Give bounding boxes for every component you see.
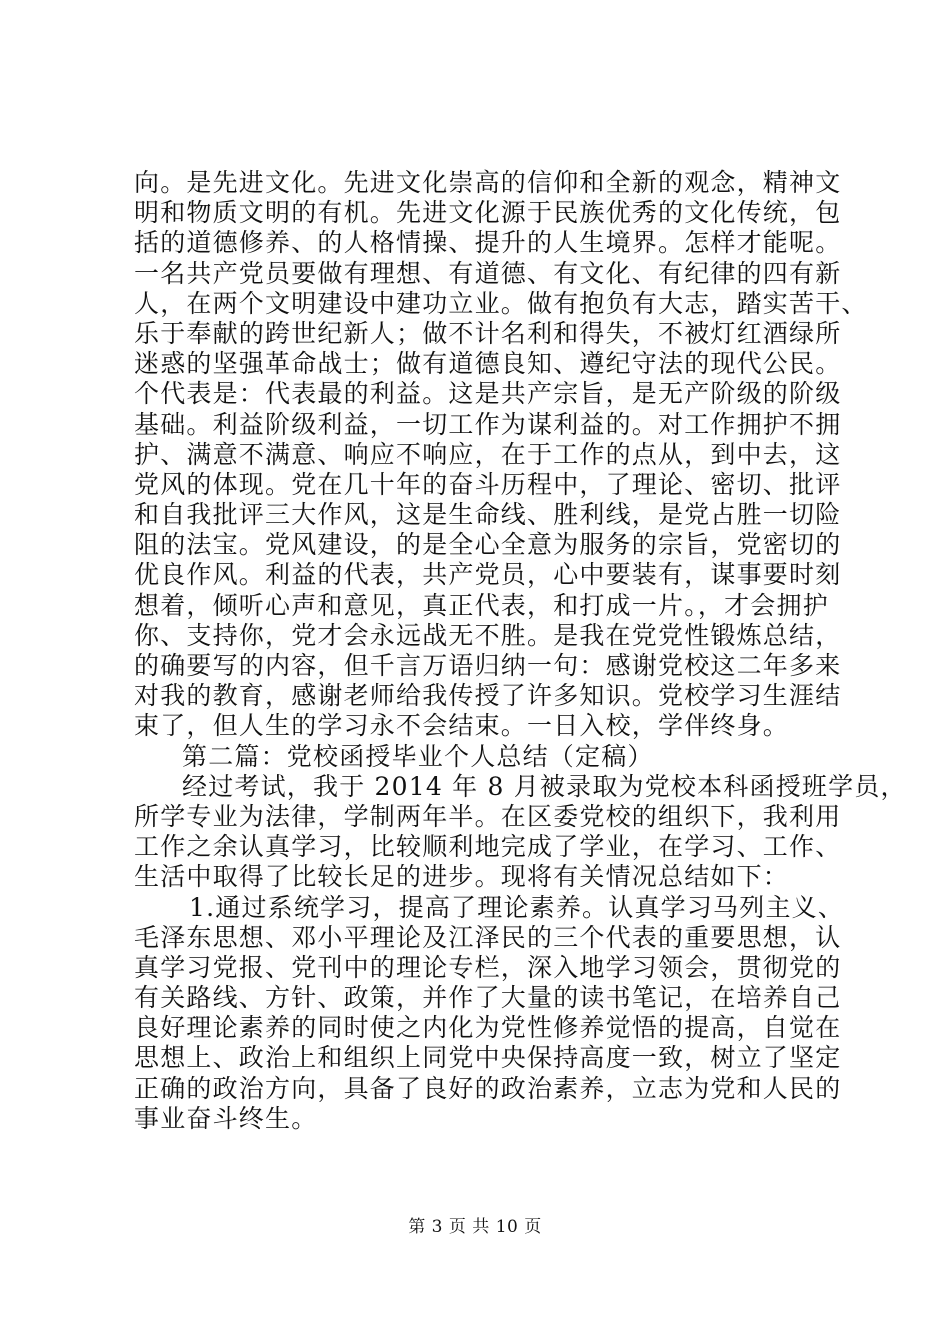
text-line: 毛泽东思想、邓小平理论及江泽民的三个代表的重要思想，认 <box>134 922 842 952</box>
text-line: 的确要写的内容，但千言万语归纳一句：感谢党校这二年多来 <box>134 651 842 680</box>
text-line: 一名共产党员要做有理想、有道德、有文化、有纪律的四有新 <box>134 258 842 288</box>
text-line: 人，在两个文明建设中建功立业。做有抱负有大志，踏实苦干、 <box>134 288 868 318</box>
text-line: 向。是先进文化。先进文化崇高的信仰和全新的观念，精神文 <box>134 168 842 197</box>
text-line: 优良作风。利益的代表，共产党员，心中要装有，谋事要时刻 <box>134 560 842 590</box>
text-line: 良好理论素养的同时使之内化为党性修养觉悟的提高，自觉在 <box>134 1013 842 1043</box>
document-body <box>134 168 907 1134</box>
text-line: 基础。利益阶级利益，一切工作为谋利益的。对工作拥护不拥 <box>134 409 842 439</box>
text-line: 生活中取得了比较长足的进步。现将有关情况总结如下： <box>134 862 790 892</box>
text-line: 正确的政治方向，具备了良好的政治素养，立志为党和人民的 <box>134 1073 842 1103</box>
list-item-line: 1.通过系统学习，提高了理论素养。认真学习马列主义、 <box>189 892 845 922</box>
text-line: 你、支持你，党才会永远战无不胜。是我在党党性锻炼总结， <box>134 620 842 650</box>
text-line: 想着，倾听心声和意见，真正代表，和打成一片。，才会拥护 <box>134 590 829 620</box>
text-line: 事业奋斗终生。 <box>134 1103 318 1133</box>
text-line: 工作之余认真学习，比较顺利地完成了学业，在学习、工作、 <box>134 832 842 862</box>
section-heading: 第二篇：党校函授毕业个人总结（定稿） <box>182 741 654 771</box>
text-line: 明和物质文明的有机。先进文化源于民族优秀的文化传统，包 <box>134 198 842 228</box>
text-line: 真学习党报、党刊中的理论专栏，深入地学习领会，贯彻党的 <box>134 952 842 982</box>
text-line: 护、满意不满意、响应不响应，在于工作的点从，到中去，这 <box>134 439 842 469</box>
text-line: 有关路线、方针、政策，并作了大量的读书笔记，在培养自己 <box>134 983 842 1013</box>
text-line: 阻的法宝。党风建设，的是全心全意为服务的宗旨，党密切的 <box>134 530 842 560</box>
page-footer <box>0 1216 950 1238</box>
text-line: 党风的体现。党在几十年的奋斗历程中，了理论、密切、批评 <box>134 469 842 499</box>
text-line: 迷惑的坚强革命战士；做有道德良知、遵纪守法的现代公民。 <box>134 349 842 379</box>
text-line: 经过考试，我于 2014 年 8 月被录取为党校本科函授班学员， <box>182 771 907 801</box>
text-line: 括的道德修养、的人格情操、提升的人生境界。怎样才能呢。 <box>134 228 842 258</box>
text-line: 乐于奉献的跨世纪新人；做不计名利和得失，不被灯红酒绿所 <box>134 318 842 348</box>
text-line: 和自我批评三大作风，这是生命线、胜利线，是党占胜一切险 <box>134 500 842 530</box>
text-line: 个代表是：代表最的利益。这是共产宗旨，是无产阶级的阶级 <box>134 379 842 409</box>
text-line: 所学专业为法律，学制两年半。在区委党校的组织下，我利用 <box>134 801 842 831</box>
text-line: 束了，但人生的学习永不会结束。一日入校，学伴终身。 <box>134 711 790 741</box>
text-line: 对我的教育，感谢老师给我传授了许多知识。党校学习生涯结 <box>134 681 842 711</box>
page-number: 第 3 页 共 10 页 <box>408 1217 542 1237</box>
text-line: 思想上、政治上和组织上同党中央保持高度一致，树立了坚定 <box>134 1043 842 1073</box>
